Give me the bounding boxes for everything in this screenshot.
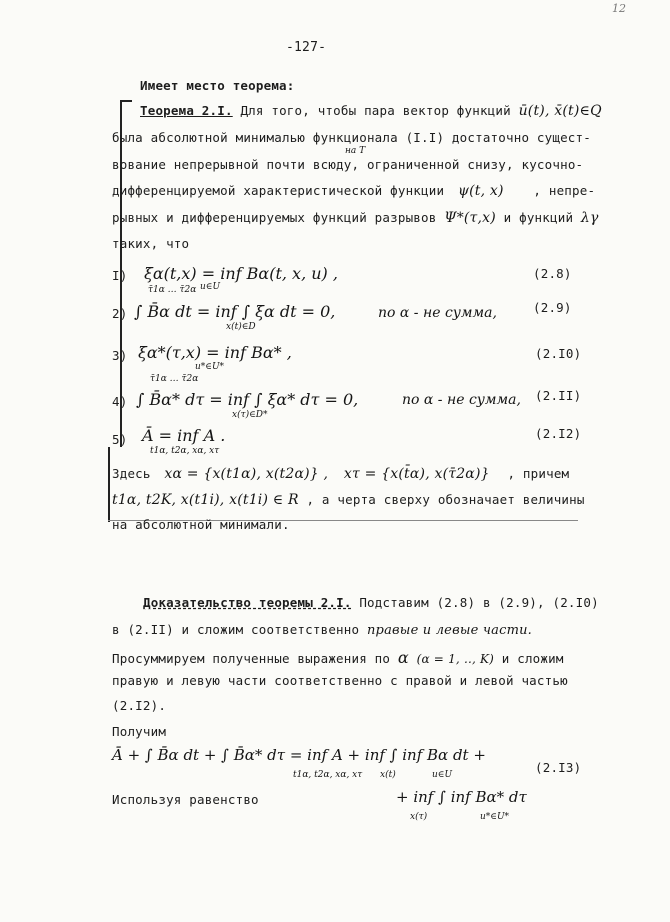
proof-line-2 <box>112 622 532 638</box>
theorem-line5-math2: λγ <box>580 210 599 226</box>
eq-sub: u∈U <box>200 282 221 292</box>
eq13-sub5: u*∈U* <box>480 812 510 822</box>
theorem-line5-b: и функций <box>503 210 574 225</box>
where-bracket <box>108 447 110 522</box>
proof-line2-a: в (2.II) и сложим соответственно <box>112 622 360 637</box>
eq13-line-2: + inf ∫ inf Bα* dτ <box>396 788 527 806</box>
where-lead: Здесь <box>112 466 151 481</box>
theorem-line-6: таких, что <box>112 236 190 251</box>
theorem-insert: на T <box>345 146 366 156</box>
theorem-line5-a: рывных и дифференцируемых функций разрывов <box>112 210 437 225</box>
eq13-line-1: Ā + ∫ B̄α dt + ∫ B̄α* dτ = inf A + inf ∫ inf Bα dt + <box>112 746 486 764</box>
page-number: -127- <box>286 40 327 55</box>
where-math3: t1α, t2K, x(t1i), x(t1i) ∈ R <box>112 492 299 508</box>
theorem-line-4 <box>112 183 595 199</box>
eq-sub: t1α, t2α, xα, xτ <box>150 446 220 456</box>
theorem-line-2: была абсолютной минималью функционала (I.I) достаточно сущест- <box>112 130 591 145</box>
where-tail1: , причем <box>507 466 570 481</box>
where-math2: xτ = {x(t̄α), x(τ̄2α)} <box>343 466 490 482</box>
proof-title: Доказательство теоремы 2.I. <box>143 595 352 610</box>
eq-label: 2) <box>112 306 128 321</box>
theorem-line-1 <box>140 103 602 119</box>
eq-sub: x(τ)∈D* <box>232 410 268 420</box>
eq13-sub3: u∈U <box>432 770 453 780</box>
theorem-line1-math: ū(t), x̄(t)∈Q <box>518 103 602 119</box>
eq-label: 4) <box>112 394 128 409</box>
proof-line-3 <box>112 648 564 667</box>
where-line-3: на абсолютной минимали. <box>112 517 290 532</box>
proof-line-1 <box>143 595 599 610</box>
eq-formula: ξα(t,x) = inf Bα(t, x, u) , <box>144 264 338 283</box>
eq-number: (2.8) <box>533 266 572 281</box>
theorem-line-5 <box>112 210 599 226</box>
eq13-sub2: x(t) <box>380 770 396 780</box>
eq-limits: τ̄1α … τ̄2α <box>148 285 197 295</box>
eq-number: (2.9) <box>533 300 572 315</box>
eq-number: (2.I2) <box>535 426 582 441</box>
eq-formula: ∫ B̄α dt = inf ∫ ξα dt = 0, <box>134 302 336 321</box>
eq13-sub1: t1α, t2α, xα, xτ <box>293 770 363 780</box>
theorem-line3-b: , ограниченной снизу, кусочно- <box>351 157 584 172</box>
where-line-2 <box>112 492 585 508</box>
eq-sub: x(t)∈D <box>226 322 256 332</box>
proof-line-6: Получим <box>112 724 167 739</box>
where-line-1 <box>112 466 569 482</box>
theorem-line4-b: , непре- <box>533 183 596 198</box>
theorem-line5-math: Ψ*(τ,x) <box>444 210 496 226</box>
eq-number: (2.II) <box>535 388 582 403</box>
eq-label: I) <box>112 268 128 283</box>
eq13-sub4: x(τ) <box>410 812 428 822</box>
where-tail2: , а черта сверху обозначает величины <box>306 492 585 507</box>
where-math1: xα = {x(t1α), x(t2α)} , <box>164 466 329 482</box>
eq-formula: ξα*(τ,x) = inf Bα* , <box>138 343 292 362</box>
intro-text: Имеет место теорема: <box>140 78 295 93</box>
theorem-line-3 <box>112 157 583 172</box>
eq-label: 5) <box>112 432 128 447</box>
proof-line-5: (2.I2). <box>112 698 167 713</box>
proof-line3-paren: (α = 1, .., K) <box>416 652 495 666</box>
theorem-label: Теорема 2.I. <box>140 103 233 118</box>
eq-number: (2.I0) <box>535 346 582 361</box>
eq-note: по α - не сумма, <box>378 305 497 321</box>
proof-line3-math: α <box>397 648 409 667</box>
theorem-line1-text: Для того, чтобы пара вектор функций <box>240 103 511 118</box>
eq-sub: u*∈U* <box>195 362 225 372</box>
eq-limits: τ̄1α … τ̄2α <box>150 374 199 384</box>
theorem-line3-a: вование непрерывной почти всюду <box>112 157 352 172</box>
corner-mark: 12 <box>612 2 626 15</box>
eq13-number: (2.I3) <box>535 760 582 775</box>
theorem-line4-a: дифференцируемой характеристической функции <box>112 183 445 198</box>
eq-label: 3) <box>112 348 128 363</box>
eq-note: по α - не сумма, <box>402 392 521 408</box>
proof-line1-text: Подставим (2.8) в (2.9), (2.I0) <box>359 595 599 610</box>
bracket-top <box>120 100 132 102</box>
theorem-line4-math: ψ(t, x) <box>457 183 504 199</box>
proof-line2-hw: правые и левые части. <box>366 623 532 638</box>
eq-formula: ∫ B̄α* dτ = inf ∫ ξα* dτ = 0, <box>136 390 359 409</box>
proof-line3-a: Просуммируем полученные выражения по <box>112 651 391 666</box>
eq-formula: Ā = inf A . <box>142 426 226 445</box>
proof-line-4: правую и левую части соответственно с правой и левой частью <box>112 673 568 688</box>
proof-line3-b: и сложим <box>501 651 564 666</box>
proof-line-7: Используя равенство <box>112 792 259 807</box>
